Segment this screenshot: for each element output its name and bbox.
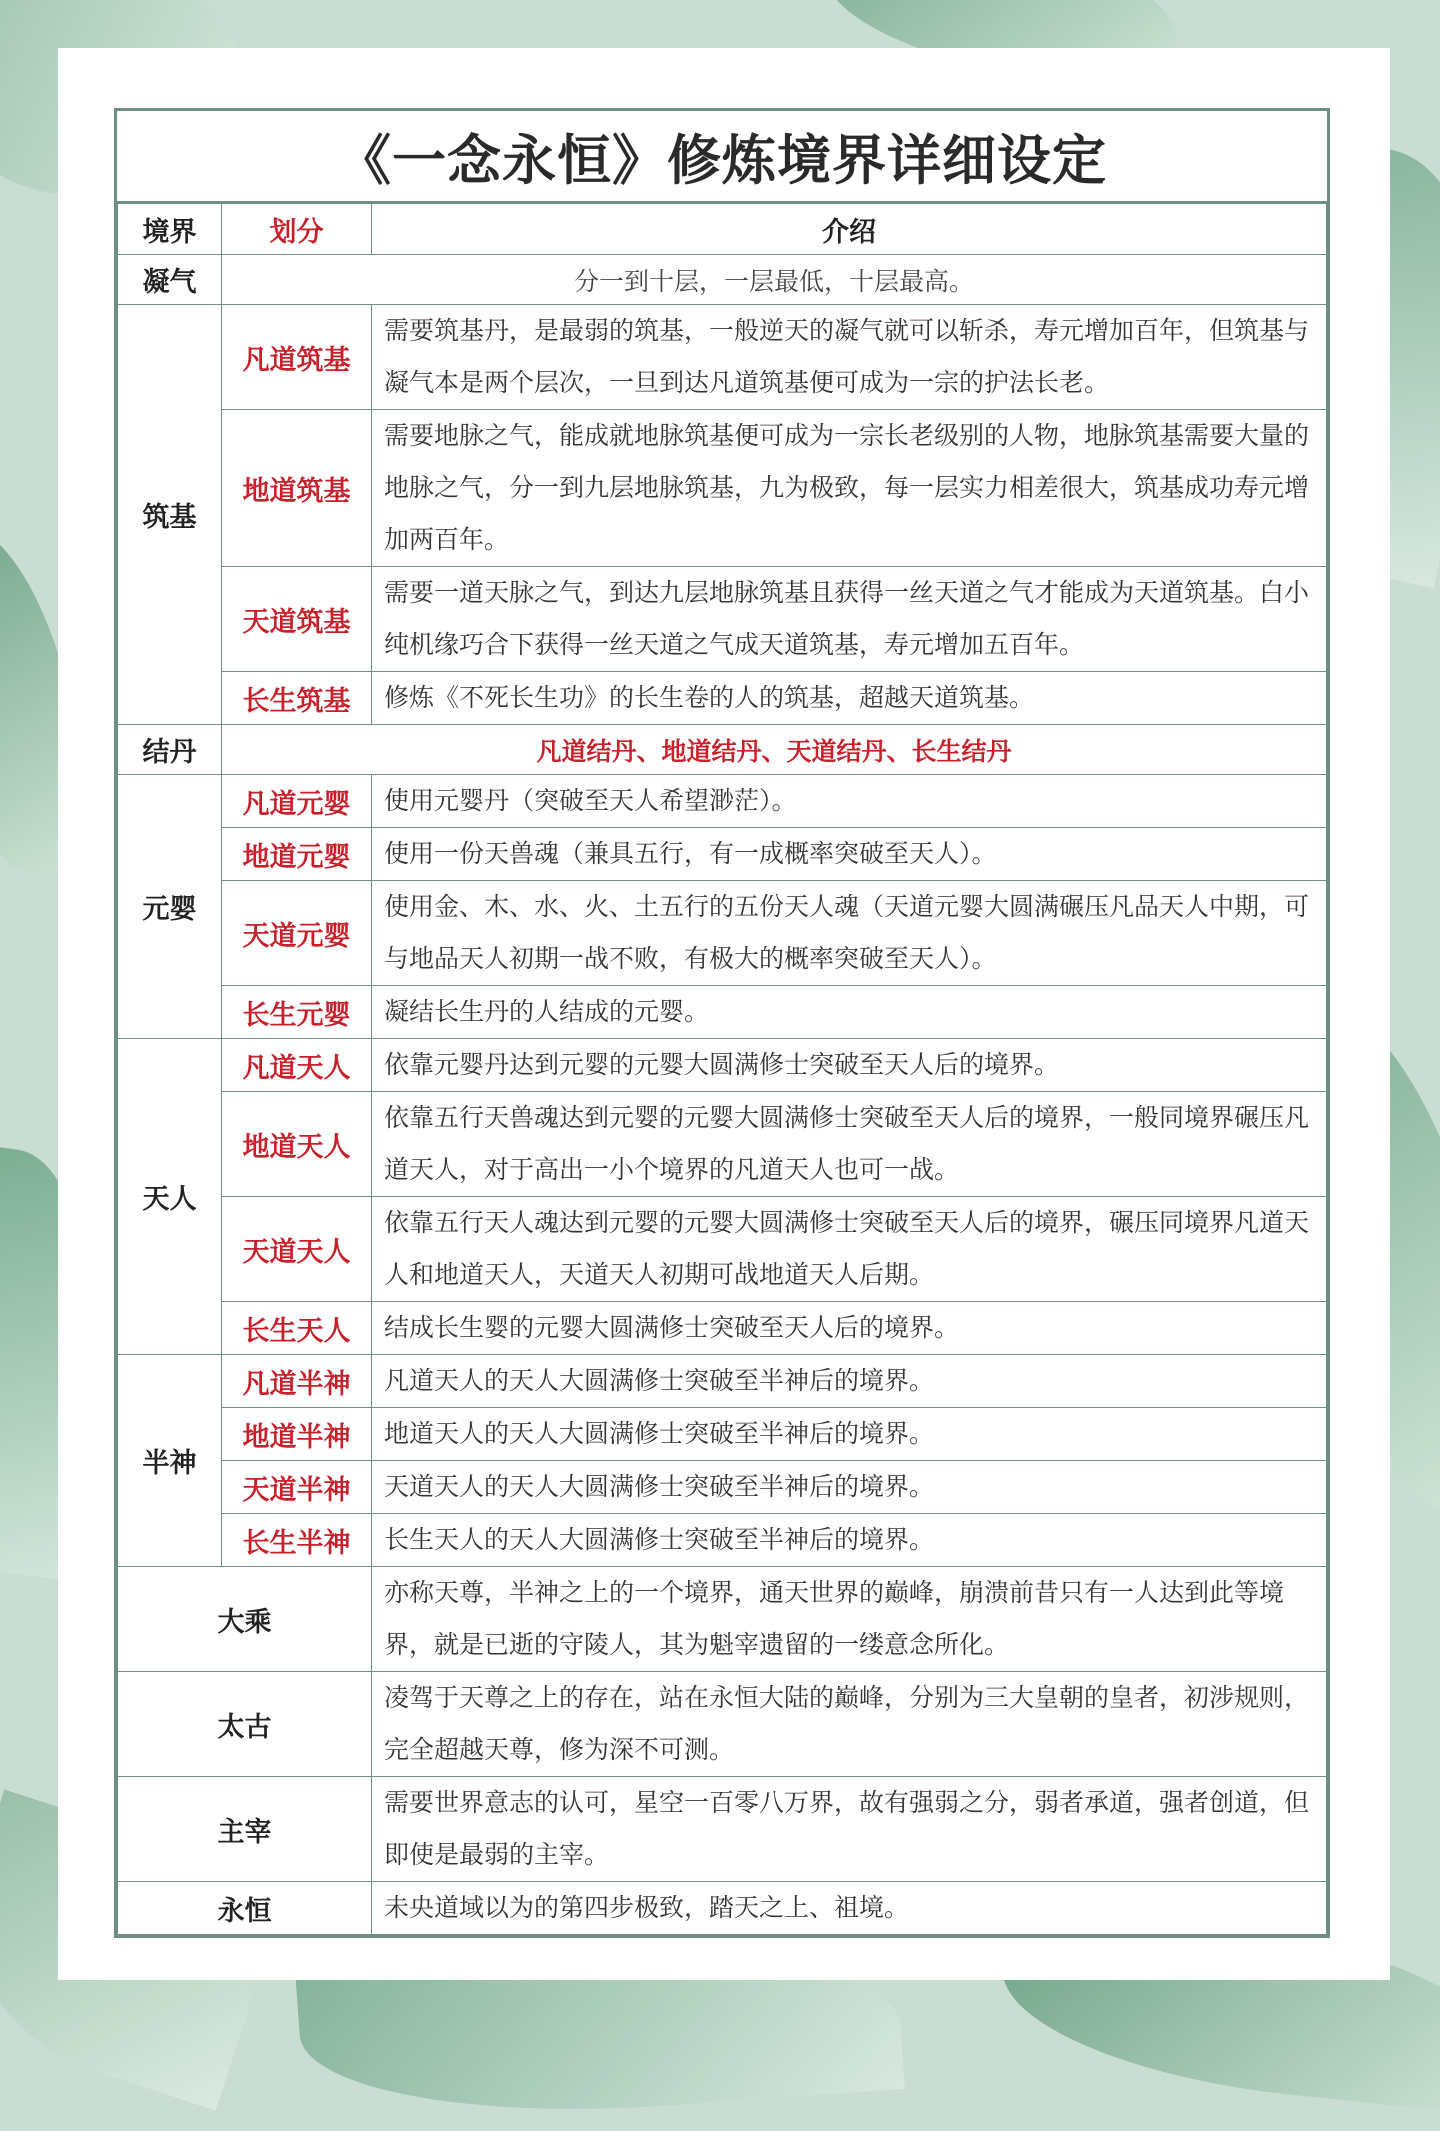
table-row bbox=[118, 1355, 1327, 1408]
table-row bbox=[118, 881, 1327, 986]
division-cell: 凡道天人 bbox=[222, 1039, 372, 1092]
desc-cell: 需要筑基丹，是最弱的筑基，一般逆天的凝气就可以斩杀，寿元增加百年，但筑基与凝气本是两个层次，一旦到达凡道筑基便可成为一宗的护法长老。 bbox=[372, 305, 1327, 410]
table-row bbox=[118, 1197, 1327, 1302]
desc-cell: 结成长生婴的元婴大圆满修士突破至天人后的境界。 bbox=[372, 1302, 1327, 1355]
desc-cell: 需要一道天脉之气，到达九层地脉筑基且获得一丝天道之气才能成为天道筑基。白小纯机缘巧合下获得一丝天道之气成天道筑基，寿元增加五百年。 bbox=[372, 567, 1327, 672]
table-row bbox=[118, 986, 1327, 1039]
page-title: 《一念永恒》修炼境界详细设定 bbox=[117, 111, 1327, 203]
realm-cell: 凝气 bbox=[118, 255, 222, 305]
division-cell: 地道半神 bbox=[222, 1408, 372, 1461]
realm-cell: 主宰 bbox=[118, 1777, 372, 1882]
table-row bbox=[118, 1039, 1327, 1092]
realm-cell: 结丹 bbox=[118, 725, 222, 775]
division-cell: 天道天人 bbox=[222, 1197, 372, 1302]
table-row bbox=[118, 1777, 1327, 1882]
division-cell: 天道元婴 bbox=[222, 881, 372, 986]
realm-cell: 太古 bbox=[118, 1672, 372, 1777]
desc-cell: 天道天人的天人大圆满修士突破至半神后的境界。 bbox=[372, 1461, 1327, 1514]
division-cell: 长生天人 bbox=[222, 1302, 372, 1355]
division-cell: 长生筑基 bbox=[222, 672, 372, 725]
desc-cell: 依靠五行天兽魂达到元婴的元婴大圆满修士突破至天人后的境界，一般同境界碾压凡道天人，对于高出一小个境界的凡道天人也可一战。 bbox=[372, 1092, 1327, 1197]
desc-cell: 凝结长生丹的人结成的元婴。 bbox=[372, 986, 1327, 1039]
table-row bbox=[118, 1092, 1327, 1197]
desc-cell: 亦称天尊，半神之上的一个境界，通天世界的巅峰，崩溃前昔只有一人达到此等境界，就是已逝的守陵人，其为魁宰遗留的一缕意念所化。 bbox=[372, 1567, 1327, 1672]
division-cell: 长生半神 bbox=[222, 1514, 372, 1567]
realm-table bbox=[117, 203, 1327, 1935]
desc-cell: 依靠元婴丹达到元婴的元婴大圆满修士突破至天人后的境界。 bbox=[372, 1039, 1327, 1092]
desc-cell: 凌驾于天尊之上的存在，站在永恒大陆的巅峰，分别为三大皇朝的皇者，初涉规则，完全超越天尊，修为深不可测。 bbox=[372, 1672, 1327, 1777]
division-cell: 天道筑基 bbox=[222, 567, 372, 672]
table-row bbox=[118, 1514, 1327, 1567]
table-row bbox=[118, 305, 1327, 410]
division-cell: 地道元婴 bbox=[222, 828, 372, 881]
division-cell: 凡道元婴 bbox=[222, 775, 372, 828]
header-division: 划分 bbox=[222, 204, 372, 255]
desc-cell: 使用一份天兽魂（兼具五行，有一成概率突破至天人）。 bbox=[372, 828, 1327, 881]
desc-cell: 分一到十层，一层最低，十层最高。 bbox=[222, 255, 1327, 305]
realm-table-frame bbox=[114, 108, 1330, 1938]
division-cell: 凡道筑基 bbox=[222, 305, 372, 410]
table-header-row bbox=[118, 204, 1327, 255]
table-row bbox=[118, 828, 1327, 881]
table-row bbox=[118, 1408, 1327, 1461]
desc-cell: 凡道天人的天人大圆满修士突破至半神后的境界。 bbox=[372, 1355, 1327, 1408]
division-cell: 地道天人 bbox=[222, 1092, 372, 1197]
table-row bbox=[118, 1672, 1327, 1777]
desc-cell: 需要世界意志的认可，星空一百零八万界，故有强弱之分，弱者承道，强者创道，但即使是最弱的主宰。 bbox=[372, 1777, 1327, 1882]
realm-cell: 元婴 bbox=[118, 775, 222, 1039]
table-row bbox=[118, 1302, 1327, 1355]
document-card bbox=[58, 48, 1390, 1980]
realm-cell: 半神 bbox=[118, 1355, 222, 1567]
table-row bbox=[118, 672, 1327, 725]
table-row bbox=[118, 255, 1327, 305]
table-row bbox=[118, 725, 1327, 775]
header-intro: 介绍 bbox=[372, 204, 1327, 255]
table-row bbox=[118, 775, 1327, 828]
header-realm: 境界 bbox=[118, 204, 222, 255]
desc-cell: 凡道结丹、地道结丹、天道结丹、长生结丹 bbox=[222, 725, 1327, 775]
realm-cell: 筑基 bbox=[118, 305, 222, 725]
table-row bbox=[118, 410, 1327, 567]
desc-cell: 修炼《不死长生功》的长生卷的人的筑基，超越天道筑基。 bbox=[372, 672, 1327, 725]
desc-cell: 使用元婴丹（突破至天人希望渺茫）。 bbox=[372, 775, 1327, 828]
table-row bbox=[118, 567, 1327, 672]
realm-cell: 永恒 bbox=[118, 1882, 372, 1935]
desc-cell: 使用金、木、水、火、土五行的五份天人魂（天道元婴大圆满碾压凡品天人中期，可与地品天人初期一战不败，有极大的概率突破至天人）。 bbox=[372, 881, 1327, 986]
realm-cell: 天人 bbox=[118, 1039, 222, 1355]
division-cell: 天道半神 bbox=[222, 1461, 372, 1514]
desc-cell: 地道天人的天人大圆满修士突破至半神后的境界。 bbox=[372, 1408, 1327, 1461]
table-row bbox=[118, 1461, 1327, 1514]
desc-cell: 需要地脉之气，能成就地脉筑基便可成为一宗长老级别的人物，地脉筑基需要大量的地脉之气，分一到九层地脉筑基，九为极致，每一层实力相差很大，筑基成功寿元增加两百年。 bbox=[372, 410, 1327, 567]
table-row bbox=[118, 1882, 1327, 1935]
desc-cell: 依靠五行天人魂达到元婴的元婴大圆满修士突破至天人后的境界，碾压同境界凡道天人和地道天人，天道天人初期可战地道天人后期。 bbox=[372, 1197, 1327, 1302]
division-cell: 长生元婴 bbox=[222, 986, 372, 1039]
table-row bbox=[118, 1567, 1327, 1672]
realm-cell: 大乘 bbox=[118, 1567, 372, 1672]
division-cell: 凡道半神 bbox=[222, 1355, 372, 1408]
desc-cell: 未央道域以为的第四步极致，踏天之上、祖境。 bbox=[372, 1882, 1327, 1935]
desc-cell: 长生天人的天人大圆满修士突破至半神后的境界。 bbox=[372, 1514, 1327, 1567]
division-cell: 地道筑基 bbox=[222, 410, 372, 567]
